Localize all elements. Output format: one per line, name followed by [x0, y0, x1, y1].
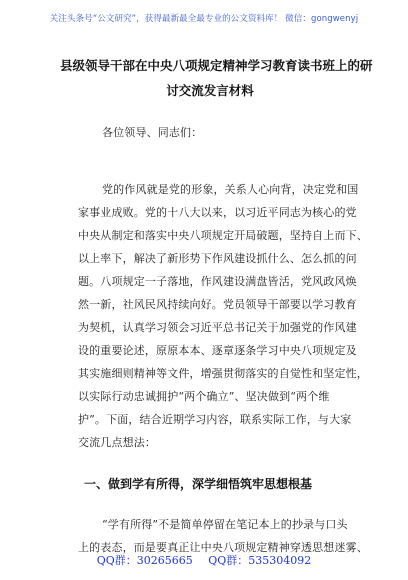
- paragraph-line: 交流几点想法：: [78, 436, 157, 449]
- section-heading: 一、做到学有所得，深学细悟筑牢思想根基: [84, 477, 313, 491]
- paragraph-line: 设的重要论述，原原本本、逐章逐条学习中央八项规定及: [78, 344, 357, 357]
- paragraph-line: 为契机，认真学习领会习近平总书记关于加强党的作风建: [78, 321, 357, 334]
- section-line: “学有所得”不是简单停留在笔记本上的抄录与口头: [102, 518, 348, 531]
- document-title-line-2: 讨交流发言材料: [166, 83, 254, 98]
- paragraph-line: 护”。下面，结合近期学习内容，联系实际工作，与大家: [78, 413, 352, 426]
- paragraph-line: 题。八项规定一子落地，作风建设满盘皆活，党风政风焕: [78, 275, 357, 288]
- paragraph-line: 中央从制定和落实中央八项规定开局破题，坚持自上而下、: [78, 229, 368, 242]
- document-title-line-1: 县级领导干部在中央八项规定精神学习教育读书班上的研: [60, 58, 373, 73]
- paragraph-line: 以上率下，解决了新形势下作风建设抓什么、怎么抓的问: [78, 252, 357, 265]
- paragraph-line: 家事业成败。党的十八大以来，以习近平同志为核心的党: [78, 206, 357, 219]
- footer-qq-group-1: QQ群：30265665: [96, 554, 193, 567]
- paragraph-line: 其实施细则精神等文件，增强贯彻落实的自觉性和坚定性，: [78, 367, 368, 380]
- header-banner: 关注头条号“公文研究”，获得最新最全最专业的公文资料库！ 微信：gongwenyj: [49, 14, 359, 24]
- footer-qq-groups: [0, 552, 408, 568]
- paragraph-line: 以实际行动忠诚拥护“两个确立”、坚决做到“两个维: [78, 390, 330, 403]
- section-line: 上的表态，而是要真正让中央八项规定精神穿透思想迷雾、: [78, 541, 368, 554]
- paragraph-line: 然一新，社风民风持续向好。党员领导干部要以学习教育: [78, 298, 357, 311]
- footer-qq-group-2: QQ群：535304092: [208, 554, 312, 567]
- paragraph-line: 党的作风就是党的形象，关系人心向背，决定党和国: [102, 183, 359, 196]
- salutation: 各位领导、同志们：: [102, 126, 203, 139]
